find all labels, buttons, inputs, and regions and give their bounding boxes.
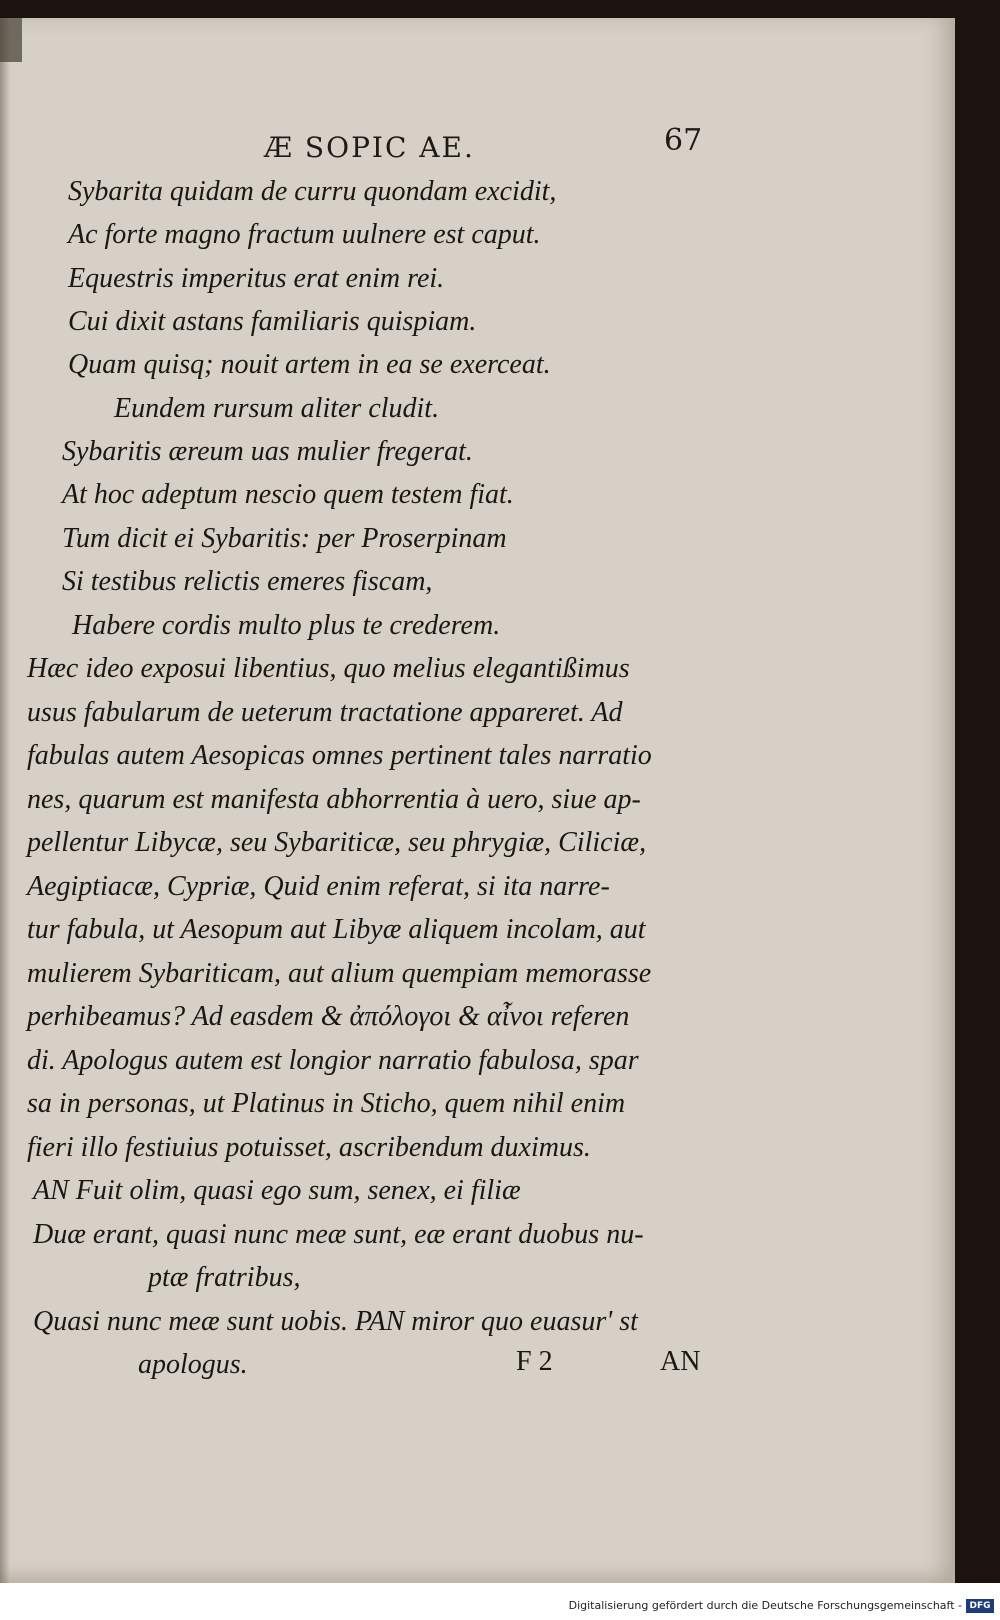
verse-line: Eundem rursum aliter cludit. [114,393,440,424]
prose-line: mulierem Sybariticam, aut alium quempiam memorasse [27,958,652,989]
verse-line: Sybaritis æreum uas mulier fregerat. [62,436,473,467]
text-block [0,18,952,1583]
book-page [0,18,955,1583]
prose-line: perhibeamus? Ad easdem & ἀπόλογοι & αἶνοι referen [27,1001,630,1032]
prose-line: usus fabularum de ueterum tractatione appareret. Ad [27,697,623,728]
running-title: Æ SOPIC AE. [264,131,475,164]
verse-line: Ac forte magno fractum uulnere est caput. [68,219,541,250]
dialogue-line: AN Fuit olim, quasi ego sum, senex, ei filiæ [33,1175,521,1206]
dialogue-line: ptæ fratribus, [148,1262,301,1293]
dialogue-line: Quasi nunc meæ sunt uobis. PAN miror quo euasur' st [33,1306,638,1337]
prose-line: fieri illo festiuius potuisset, ascribendum duximus. [27,1132,591,1163]
prose-line: sa in personas, ut Platinus in Sticho, quem nihil enim [27,1088,626,1119]
credit-text: Digitalisierung gefördert durch die Deutsche Forschungsgemeinschaft - [568,1599,962,1612]
dialogue-line: Duæ erant, quasi nunc meæ sunt, eæ erant duobus nu- [33,1219,644,1250]
verse-line: Quam quisq; nouit artem in ea se exerceat. [68,349,551,380]
prose-line: di. Apologus autem est longior narratio fabulosa, spar [27,1045,639,1076]
prose-line: pellentur Libycæ, seu Sybariticæ, seu phrygiæ, Ciliciæ, [27,827,647,858]
verse-line: Equestris imperitus erat enim rei. [68,263,445,294]
prose-line: Hæc ideo exposui libentius, quo melius elegantißimus [27,653,630,684]
prose-line: tur fabula, ut Aesopum aut Libyæ aliquem incolam, aut [27,914,646,945]
verse-line: Tum dicit ei Sybaritis: per Proserpinam [62,523,507,554]
verse-line: Habere cordis multo plus te crederem. [72,610,501,641]
verse-line: Sybarita quidam de curru quondam excidit, [68,176,557,207]
prose-line: fabulas autem Aesopicas omnes pertinent tales narratio [27,740,652,771]
catchword: AN [660,1346,701,1377]
signature-mark: F 2 [516,1346,553,1377]
dfg-logo: DFG [966,1599,994,1613]
credit-bar [0,1583,1000,1620]
prose-line: Aegiptiacæ, Cypriæ, Quid enim referat, si ita narre- [27,871,610,902]
verse-line: Cui dixit astans familiaris quispiam. [68,306,477,337]
verse-line: Si testibus relictis emeres fiscam, [62,566,433,597]
verse-line: At hoc adeptum nescio quem testem fiat. [62,479,514,510]
prose-line: nes, quarum est manifesta abhorrentia à uero, siue ap- [27,784,641,815]
dialogue-line: apologus. [138,1349,248,1380]
folio-number: 67 [664,123,703,158]
